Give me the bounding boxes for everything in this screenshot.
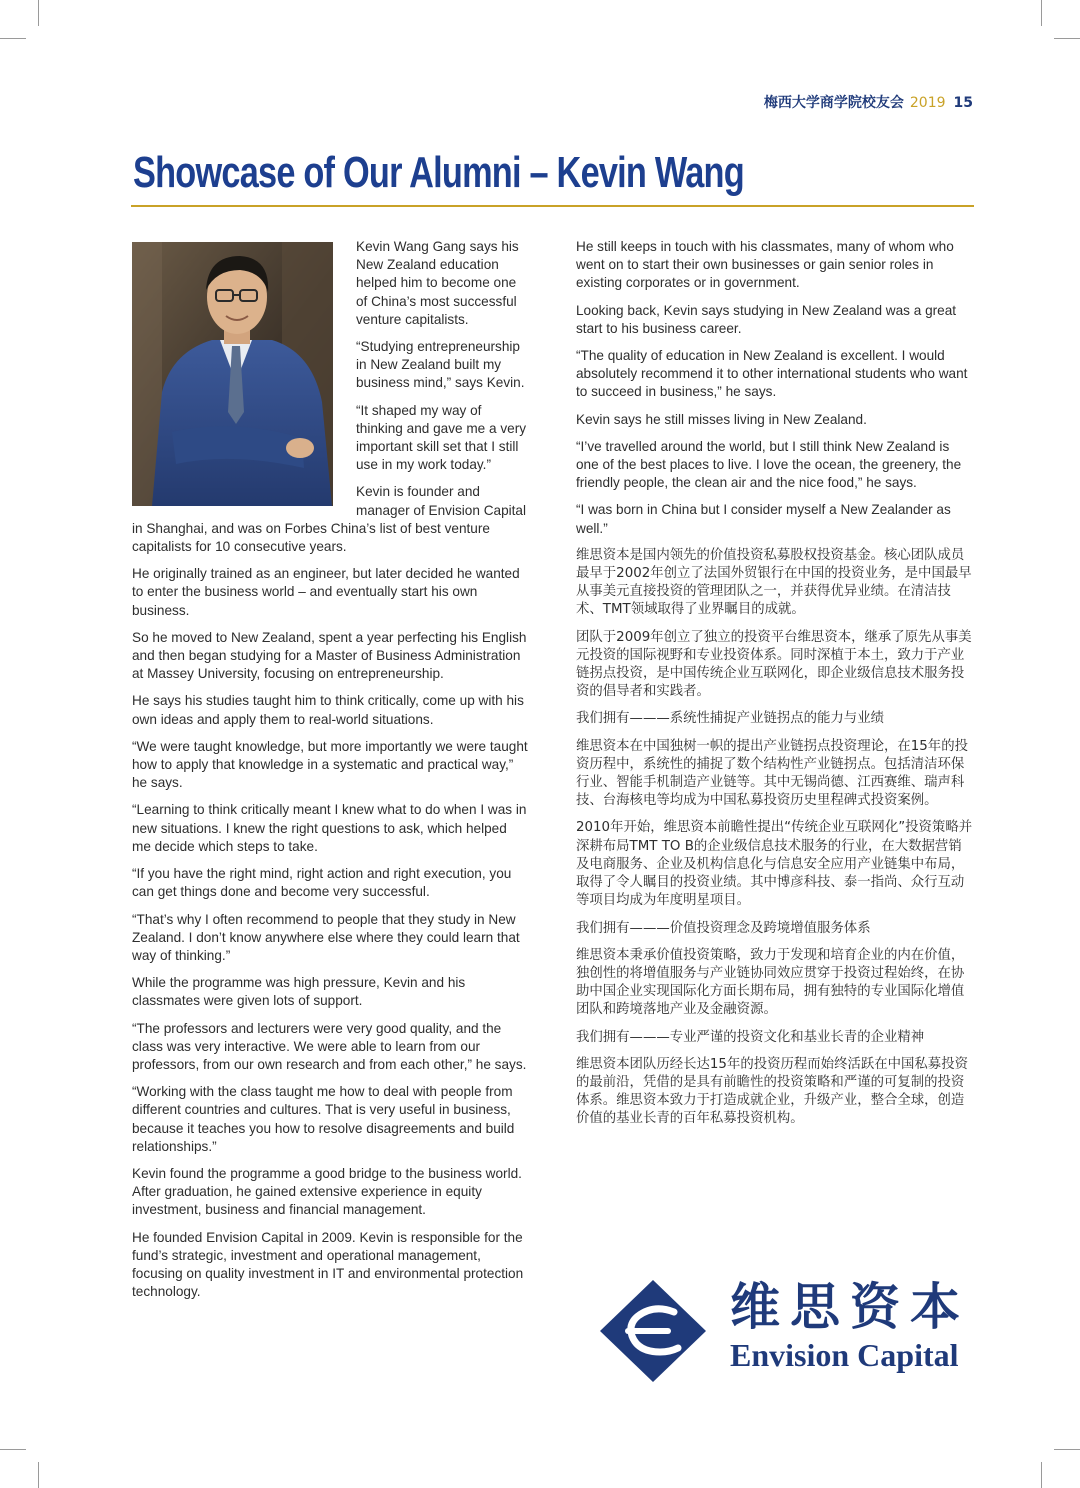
body-paragraph: Kevin says he still misses living in New Zealand. — [576, 411, 867, 427]
chinese-paragraph: 维思资本是国内领先的价值投资私募股权投资基金。核心团队成员最早于2002年创立了法国外贸银行在中国的投资业务，是中国最早从事美元直接投资的管理团队之一，并获得优异业绩。在清洁技术、TMT领域取得了业界瞩目的成就。 — [576, 547, 972, 618]
body-paragraph: Kevin is founder and manager of Envision Capital — [356, 484, 527, 518]
crop-mark — [0, 1449, 26, 1450]
body-paragraph: in Shanghai, and was on Forbes China’s list of best venture capitalists for 10 consecutive years. — [132, 520, 490, 555]
body-paragraph: “I was born in China but I consider myself a New Zealander as well.” — [576, 502, 951, 536]
body-paragraph: Kevin Wang Gang says his New Zealand education helped him to become one of China’s most successful venture capitalists. — [356, 239, 519, 327]
body-paragraph: “That’s why I often recommend to people that they study in New Zealand. I don’t know anywhere else where they could learn that way of thinking.” — [132, 911, 520, 963]
body-paragraph: While the programme was high pressure, Kevin and his classmates were given lots of support. — [132, 975, 466, 1009]
body-paragraph: “The quality of education in New Zealand is excellent. I would absolutely recommend it to other international students who want to succeed in business,” he says. — [576, 348, 968, 400]
crop-mark — [1054, 38, 1080, 39]
page-number: 15 — [953, 95, 973, 111]
body-paragraph: “The professors and lecturers were very good quality, and the class was very interactive. We were able to learn from our professors, from our own research and from each other,” he says. — [132, 1020, 527, 1072]
body-paragraph: Kevin found the programme a good bridge to the business world. After graduation, he gained extensive experience in equity investment, business and financial management. — [132, 1165, 522, 1218]
running-header — [764, 92, 973, 112]
body-paragraph: Looking back, Kevin says studying in New Zealand was a great start to his business career. — [576, 302, 957, 336]
left-column — [132, 238, 528, 1310]
body-paragraph: So he moved to New Zealand, spent a year perfecting his English and then began studying for a Master of Business Administration at Massey University, focusing on entrepreneurship. — [132, 629, 527, 682]
chinese-subheading: 我们拥有———系统性捕捉产业链拐点的能力与业绩 — [576, 711, 884, 727]
envision-diamond-e-icon — [598, 1278, 708, 1384]
body-paragraph: He originally trained as an engineer, but later decided he wanted to enter the business world – and eventually start his own business. — [132, 566, 520, 618]
crop-mark — [1041, 1462, 1042, 1488]
body-paragraph: “We were taught knowledge, but more importantly we were taught how to apply that knowledge in a systematic and practical way,” he says. — [132, 738, 528, 791]
header-org: 梅西大学商学院校友会 — [763, 95, 904, 111]
crop-mark — [0, 38, 26, 39]
chinese-paragraph: 2010年开始，维思资本前瞻性提出“传统企业互联网化”投资策略并深耕布局TMT TO B的企业级信息技术服务的行业，在大数据营销及电商服务、企业及机构信息化与信息安全应用产业链集中布局，取得了令人瞩目的投资业绩。其中博彦科技、泰一指尚、众行互动等项目均成为年度明星项目。 — [576, 820, 973, 909]
crop-mark — [38, 0, 39, 26]
crop-mark — [1054, 1449, 1080, 1450]
crop-mark — [38, 1462, 39, 1488]
header-year: 2019 — [909, 95, 946, 111]
chinese-subheading: 我们拥有———价值投资理念及跨境增值服务体系 — [576, 920, 871, 936]
body-paragraph: He still keeps in touch with his classmates, many of whom who went on to start their own businesses or gain senior roles in existing corporates or in government. — [576, 239, 954, 291]
body-paragraph: “Learning to think critically meant I knew what to do when I was in new situations. I knew the right questions to ask, which helped me decide which steps to take. — [132, 802, 527, 854]
chinese-paragraph: 维思资本秉承价值投资策略，致力于发现和培育企业的内在价值，独创性的将增值服务与产业链协同效应贯穿于投资过程始终，在协助中国企业实现国际化方面长期布局，拥有独特的专业国际化增值团队和跨境落地产业及金融资源。 — [576, 947, 965, 1018]
body-paragraph: “It shaped my way of thinking and gave me a very important skill set that I still use in my work today.” — [356, 402, 527, 473]
chinese-paragraph: 维思资本在中国独树一帜的提出产业链拐点投资理论，在15年的投资历程中，系统性的捕捉了数个结构性产业链拐点。包括清洁环保行业、智能手机制造产业链等。其中无锡尚德、江西赛维、瑞声科技、台海核电等均成为中国私募投资历史里程碑式投资案例。 — [576, 738, 968, 809]
body-paragraph: “I’ve travelled around the world, but I still think New Zealand is one of the best places to live. I love the ocean, the greenery, the friendly people, the clean air and the nice food,” he says. — [576, 438, 962, 491]
crop-mark — [1041, 0, 1042, 26]
chinese-paragraph: 团队于2009年创立了独立的投资平台维思资本，继承了原先从事美元投资的国际视野和专业投资体系。同时深植于本土，致力于产业链拐点投资，是中国传统企业互联网化，即企业级信息技术服务投资的倡导者和实践者。 — [576, 629, 972, 700]
chinese-paragraph: 维思资本团队历经长达15年的投资历程而始终活跃在中国私募投资的最前沿，凭借的是具有前瞻性的投资策略和严谨的可复制的投资体系。维思资本致力于打造成就企业，升级产业，整合全球，创造价值的基业长青的百年私募投资机构。 — [576, 1056, 968, 1127]
body-paragraph: “Working with the class taught me how to deal with people from different countries and cultures. That is very useful in business, because it teaches you how to resolve disagreements and build relationships.” — [132, 1084, 515, 1154]
page-title: Showcase of Our Alumni – Kevin Wang — [133, 148, 744, 197]
body-paragraph: He founded Envision Capital in 2009. Kevin is responsible for the fund’s strategic, investment and operational management, focusing on quality investment in IT and environmental protection technology. — [132, 1229, 524, 1300]
body-paragraph: “Studying entrepreneurship in New Zealand built my business mind,” says Kevin. — [356, 339, 525, 391]
body-paragraph: He says his studies taught him to think critically, come up with his own ideas and apply them to real-world situations. — [132, 693, 524, 727]
title-rule — [131, 205, 974, 207]
chinese-subheading: 我们拥有———专业严谨的投资文化和基业长青的企业精神 — [576, 1029, 925, 1045]
right-column — [576, 238, 974, 1138]
envision-capital-logo — [598, 1278, 978, 1384]
logo-name-english: Envision Capital — [730, 1337, 959, 1373]
body-paragraph: “If you have the right mind, right action and right execution, you can get things done and become very successful. — [132, 866, 512, 900]
logo-name-chinese: 维思资本 — [730, 1277, 970, 1336]
